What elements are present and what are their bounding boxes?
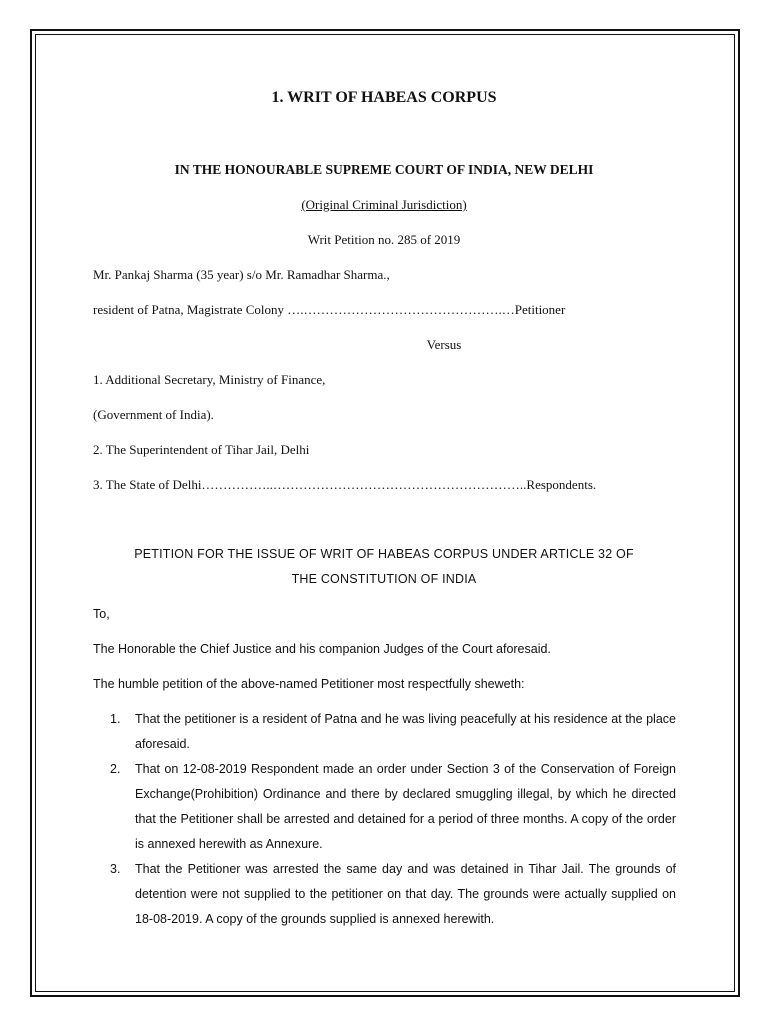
list-item-number: 1. <box>110 712 121 726</box>
jurisdiction: (Original Criminal Jurisdiction) <box>301 197 467 212</box>
list-item-text: That on 12-08-2019 Respondent made an order under Section 3 of the Conservation of Foreign Exchange(Prohibition) Ordinance and there by declared smuggling illegal, by which he directed that the Petitioner shall be arrested and detained for a period of three months. A copy of the order is annexed herewith as Annexure. <box>135 762 676 851</box>
petitioner-address: resident of Patna, Magistrate Colony ….……………………………………….…Petitioner <box>93 302 566 317</box>
respondent-1-line-2: (Government of India). <box>93 407 214 422</box>
list-item <box>110 857 676 932</box>
petition-heading-line-1: PETITION FOR THE ISSUE OF WRIT OF HABEAS CORPUS UNDER ARTICLE 32 OF <box>134 547 634 561</box>
respondent-2: 2. The Superintendent of Tihar Jail, Delhi <box>93 442 310 457</box>
list-item-text: That the Petitioner was arrested the same day and was detained in Tihar Jail. The grounds of detention were not supplied to the petitioner on that day. The grounds were actually supplied on 18-08-2019. A copy of the grounds supplied is annexed herewith. <box>135 862 676 926</box>
document-title: 1. WRIT OF HABEAS CORPUS <box>271 89 497 106</box>
writ-number: Writ Petition no. 285 of 2019 <box>307 232 461 247</box>
court-name: IN THE HONOURABLE SUPREME COURT OF INDIA, NEW DELHI <box>174 162 594 177</box>
list-item-number: 2. <box>110 762 121 776</box>
list-item <box>110 757 676 857</box>
respondent-1-line-1: 1. Additional Secretary, Ministry of Finance, <box>93 372 326 387</box>
list-item-text: That the petitioner is a resident of Patna and he was living peacefully at his residence at the place aforesaid. <box>135 712 676 751</box>
petitioner-name: Mr. Pankaj Sharma (35 year) s/o Mr. Ramadhar Sharma., <box>93 267 390 282</box>
petition-intro: The humble petition of the above-named Petitioner most respectfully sheweth: <box>93 677 525 691</box>
versus-label: Versus <box>426 337 462 352</box>
petition-heading-line-2: THE CONSTITUTION OF INDIA <box>291 572 477 586</box>
list-item-number: 3. <box>110 862 121 876</box>
addressee: The Honorable the Chief Justice and his companion Judges of the Court aforesaid. <box>93 642 551 656</box>
salutation: To, <box>93 607 110 621</box>
list-item <box>110 707 676 757</box>
respondent-3: 3. The State of Delhi……………..…………………………………………………..Respondents. <box>93 477 597 492</box>
